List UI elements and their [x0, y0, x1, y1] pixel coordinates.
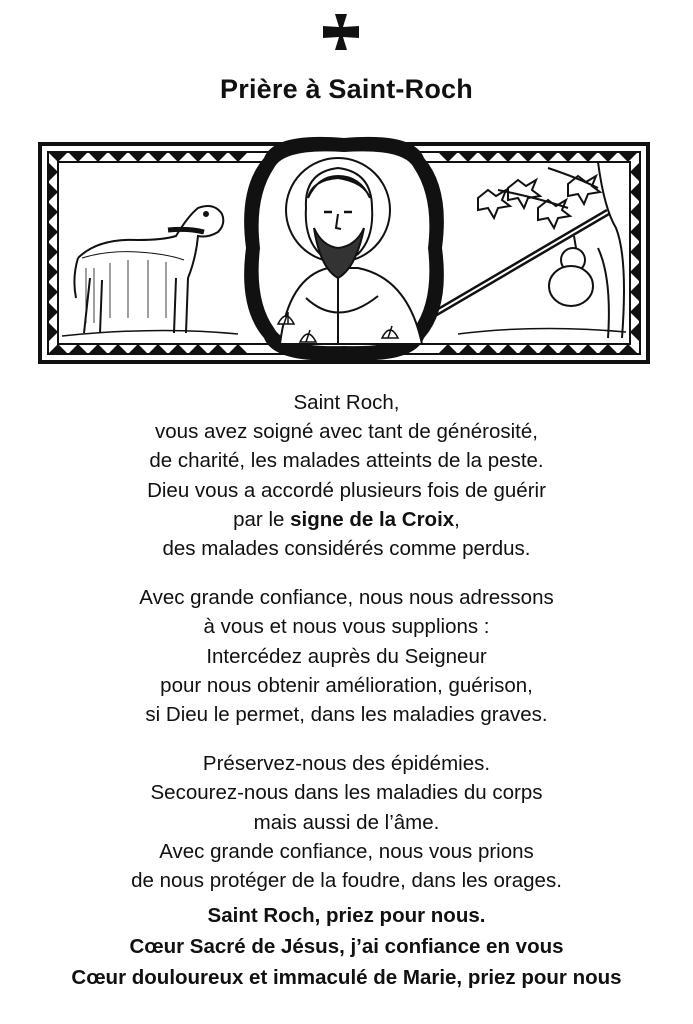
tree-illustration: [478, 162, 624, 338]
prayer-line: pour nous obtenir amélioration, guérison,: [160, 673, 533, 697]
prayer-line: si Dieu le permet, dans les maladies graves.: [145, 703, 548, 727]
prayer-line: des malades considérés comme perdus.: [162, 537, 531, 561]
saint-roch-engraving: [38, 128, 650, 372]
prayer-line: Préservez-nous des épidémies.: [202, 752, 491, 776]
sign-of-cross-emphasis: signe de la Croix: [290, 507, 455, 531]
invocation-line: Cœur Sacré de Jésus, j’ai confiance en vous: [129, 935, 564, 958]
prayer-line: Secourez-nous dans les maladies du corps: [150, 781, 543, 805]
prayer-text: [0, 388, 693, 895]
prayer-line: vous avez soigné avec tant de générosité,: [155, 420, 538, 444]
prayer-line-part: ,: [454, 507, 460, 531]
invocation-line: Cœur douloureux et immaculé de Marie, priez pour nous: [71, 966, 622, 989]
cross-pattee-icon: [321, 12, 361, 52]
prayer-line: Saint Roch,: [293, 391, 400, 414]
prayer-line: de charité, les malades atteints de la peste.: [149, 449, 544, 473]
prayer-line-part: par le: [233, 507, 291, 531]
stanza-gap: [0, 729, 693, 749]
prayer-line: de nous protéger de la foudre, dans les orages.: [131, 869, 562, 893]
page-title: Prière à Saint-Roch: [220, 74, 473, 104]
prayer-line: Intercédez auprès du Seigneur: [206, 644, 487, 668]
prayer-line: Dieu vous a accordé plusieurs fois de guérir: [147, 478, 546, 502]
prayer-line: [0, 505, 693, 534]
stanza-gap: [0, 563, 693, 583]
invocation-line: Saint Roch, priez pour nous.: [207, 904, 486, 927]
prayer-line: Avec grande confiance, nous nous adressons: [139, 586, 554, 610]
prayer-line: mais aussi de l’âme.: [253, 810, 440, 834]
dog-illustration: [74, 206, 223, 333]
prayer-line: Avec grande confiance, nous vous prions: [159, 839, 534, 863]
prayer-line: à vous et nous vous supplions :: [203, 615, 490, 639]
closing-invocations: [0, 900, 693, 993]
